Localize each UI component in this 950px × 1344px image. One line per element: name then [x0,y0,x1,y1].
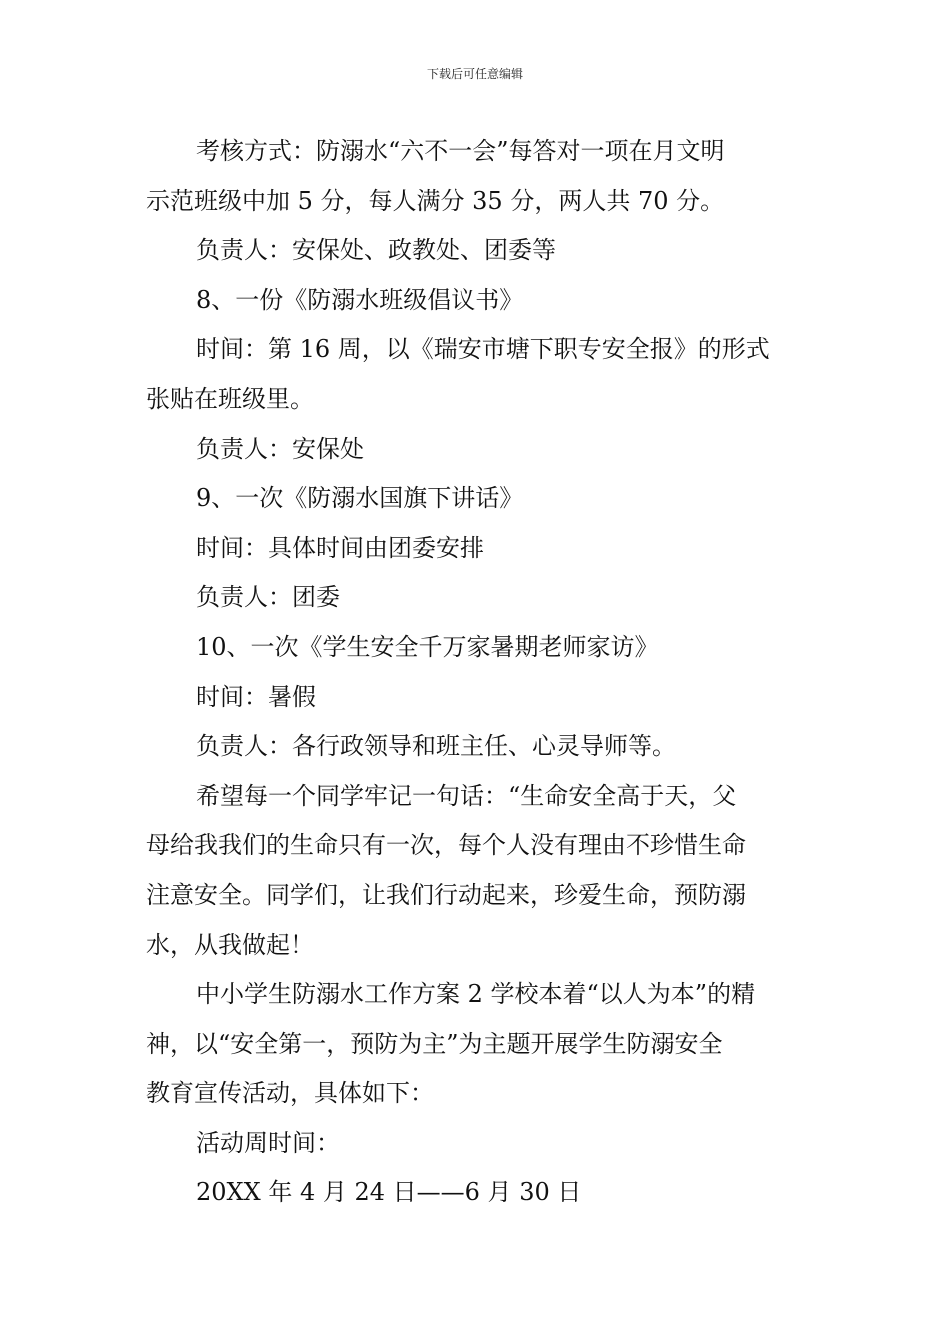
paragraph-line: 母给我我们的生命只有一次，每个人没有理由不珍惜生命 [146,831,746,860]
paragraph-line: 水，从我做起！ [146,930,314,959]
paragraph-line: 负责人：各行政领导和班主任、心灵导师等。 [196,732,676,761]
paragraph-line: 神，以“安全第一，预防为主”为主题开展学生防溺安全 [146,1029,723,1058]
paragraph-line: 9、一次《防溺水国旗下讲话》 [196,484,524,513]
paragraph-line: 时间：暑假 [196,682,316,711]
paragraph-line: 10、一次《学生安全千万家暑期老师家访》 [196,632,659,661]
paragraph-line: 负责人：安保处 [196,434,364,463]
document-body [146,127,810,1218]
paragraph-line: 20XX 年 4 月 24 日——6 月 30 日 [196,1178,582,1207]
paragraph-line: 负责人：安保处、政教处、团委等 [196,236,556,265]
paragraph-line: 8、一份《防溺水班级倡议书》 [196,285,524,314]
paragraph-line: 注意安全。同学们，让我们行动起来，珍爱生命，预防溺 [146,880,746,909]
paragraph-line: 时间：具体时间由团委安排 [196,533,484,562]
paragraph-line: 张贴在班级里。 [146,384,314,413]
paragraph-line: 教育宣传活动，具体如下： [146,1079,434,1108]
paragraph-line: 活动周时间： [196,1128,340,1157]
page-header-note: 下载后可任意编辑 [426,67,523,81]
paragraph-line: 负责人：团委 [196,583,340,612]
paragraph-line: 考核方式：防溺水“六不一会”每答对一项在月文明 [196,137,725,165]
paragraph-line: 时间：第 16 周，以《瑞安市塘下职专安全报》的形式 [196,335,770,364]
paragraph-line: 示范班级中加 5 分，每人满分 35 分，两人共 70 分。 [146,186,725,215]
paragraph-line: 中小学生防溺水工作方案 2 学校本着“以人为本”的精 [196,980,756,1009]
paragraph-line: 希望每一个同学牢记一句话：“生命安全高于天，父 [196,781,737,810]
